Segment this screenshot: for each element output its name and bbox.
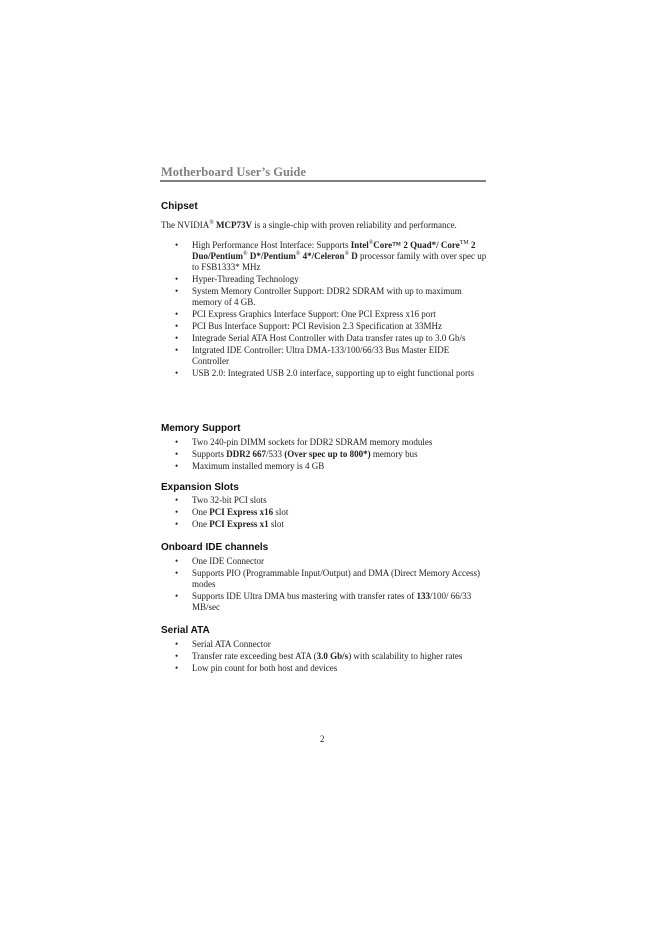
text-bold: D*/Pentium [247,251,296,261]
chipset-list [175,240,487,380]
list-item: • PCI Bus Interface Support: PCI Revision 2.3 Specification at 33MHz [175,321,487,332]
text-bold: 133 [416,591,430,601]
header-rule [160,180,486,182]
text-bold: DDR2 667 [226,449,267,459]
section-heading-memory: Memory Support [161,423,241,434]
list-item: • Low pin count for both host and devices [175,663,487,674]
list-item [175,507,487,518]
text-bold: 2 Duo/Pentium [192,240,476,261]
text-bold: D [349,251,358,261]
list-item: • Maximum installed memory is 4 GB [175,461,487,472]
text-run: /533 [266,449,285,459]
text-run: slot [273,507,289,517]
text-run: slot [268,519,284,529]
list-item: • Two 240-pin DIMM sockets for DDR2 SDRAM memory modules [175,437,487,448]
section-heading-ide: Onboard IDE channels [161,542,269,553]
list-item [175,449,487,460]
intro-post: is a single-chip with proven reliability and performance. [252,220,457,230]
text-bold: 4*/Celeron [300,251,345,261]
intro-pre: The NVIDIA [161,220,210,230]
section-heading-expansion: Expansion Slots [161,482,239,493]
memory-list [175,437,487,473]
text-run: /100/ 66/33 MB/sec [192,591,472,612]
text-run: High Performance Host Interface: Supports [192,240,351,250]
page-number: 2 [320,734,325,744]
text-bold: Core™ 2 Quad*/ Core [373,240,460,250]
list-item: • Integrade Serial ATA Host Controller with Data transfer rates up to 3.0 Gb/s [175,333,487,344]
list-item [175,519,487,530]
text-run: Transfer rate exceeding best ATA ( [192,651,317,661]
text-run: Supports IDE Ultra DMA bus mastering with transfer rates of [192,591,417,601]
section-heading-chipset: Chipset [161,201,198,212]
section-heading-sata: Serial ATA [161,625,210,636]
list-item: • PCI Express Graphics Interface Support: One PCI Express x16 port [175,309,487,320]
ide-list [175,556,487,614]
text-run: One [192,519,210,529]
list-item: • Intgrated IDE Controller: Ultra DMA-133/100/66/33 Bus Master EIDE Controller [175,345,487,367]
text-run: memory bus [370,449,418,459]
list-item: • One IDE Connector [175,556,487,567]
text-run: One [192,507,210,517]
reg-mark: ® [344,251,350,257]
sata-list [175,639,487,675]
text-bold: Intel [350,240,369,250]
reg-mark: ® [295,251,301,257]
tm-mark: TM [459,240,469,246]
text-run: ) with scalability to higher rates [348,651,463,661]
text-bold: PCI Express x1 [209,519,269,529]
list-item: • USB 2.0: Integrated USB 2.0 interface, supporting up to eight functional ports [175,368,487,379]
list-item [175,240,487,273]
reg-mark: ® [243,251,248,257]
text-bold: (Over spec up to 800*) [284,449,371,459]
header-title: Motherboard User’s Guide [161,165,306,179]
list-item [175,591,487,613]
list-item: • Supports PIO (Programmable Input/Output) and DMA (Direct Memory Access) modes [175,568,487,590]
text-bold: 3.0 Gb/s [316,651,349,661]
list-item: • Two 32-bit PCI slots [175,495,487,506]
chipset-intro [161,220,491,231]
text-bold: PCI Express x16 [209,507,274,517]
expansion-list [175,495,487,531]
list-item: • Hyper-Threading Technology [175,274,487,285]
list-item: • System Memory Controller Support: DDR2 SDRAM with up to maximum memory of 4 GB. [175,286,487,308]
reg-mark: ® [368,240,374,246]
text-run: Supports [192,449,227,459]
text-run: processor family with over spec up to FSB1333* MHz [192,251,487,272]
intro-model: MCP73V [216,220,253,230]
list-item: • Serial ATA Connector [175,639,487,650]
intro-reg: ® [209,220,214,226]
list-item [175,651,487,662]
